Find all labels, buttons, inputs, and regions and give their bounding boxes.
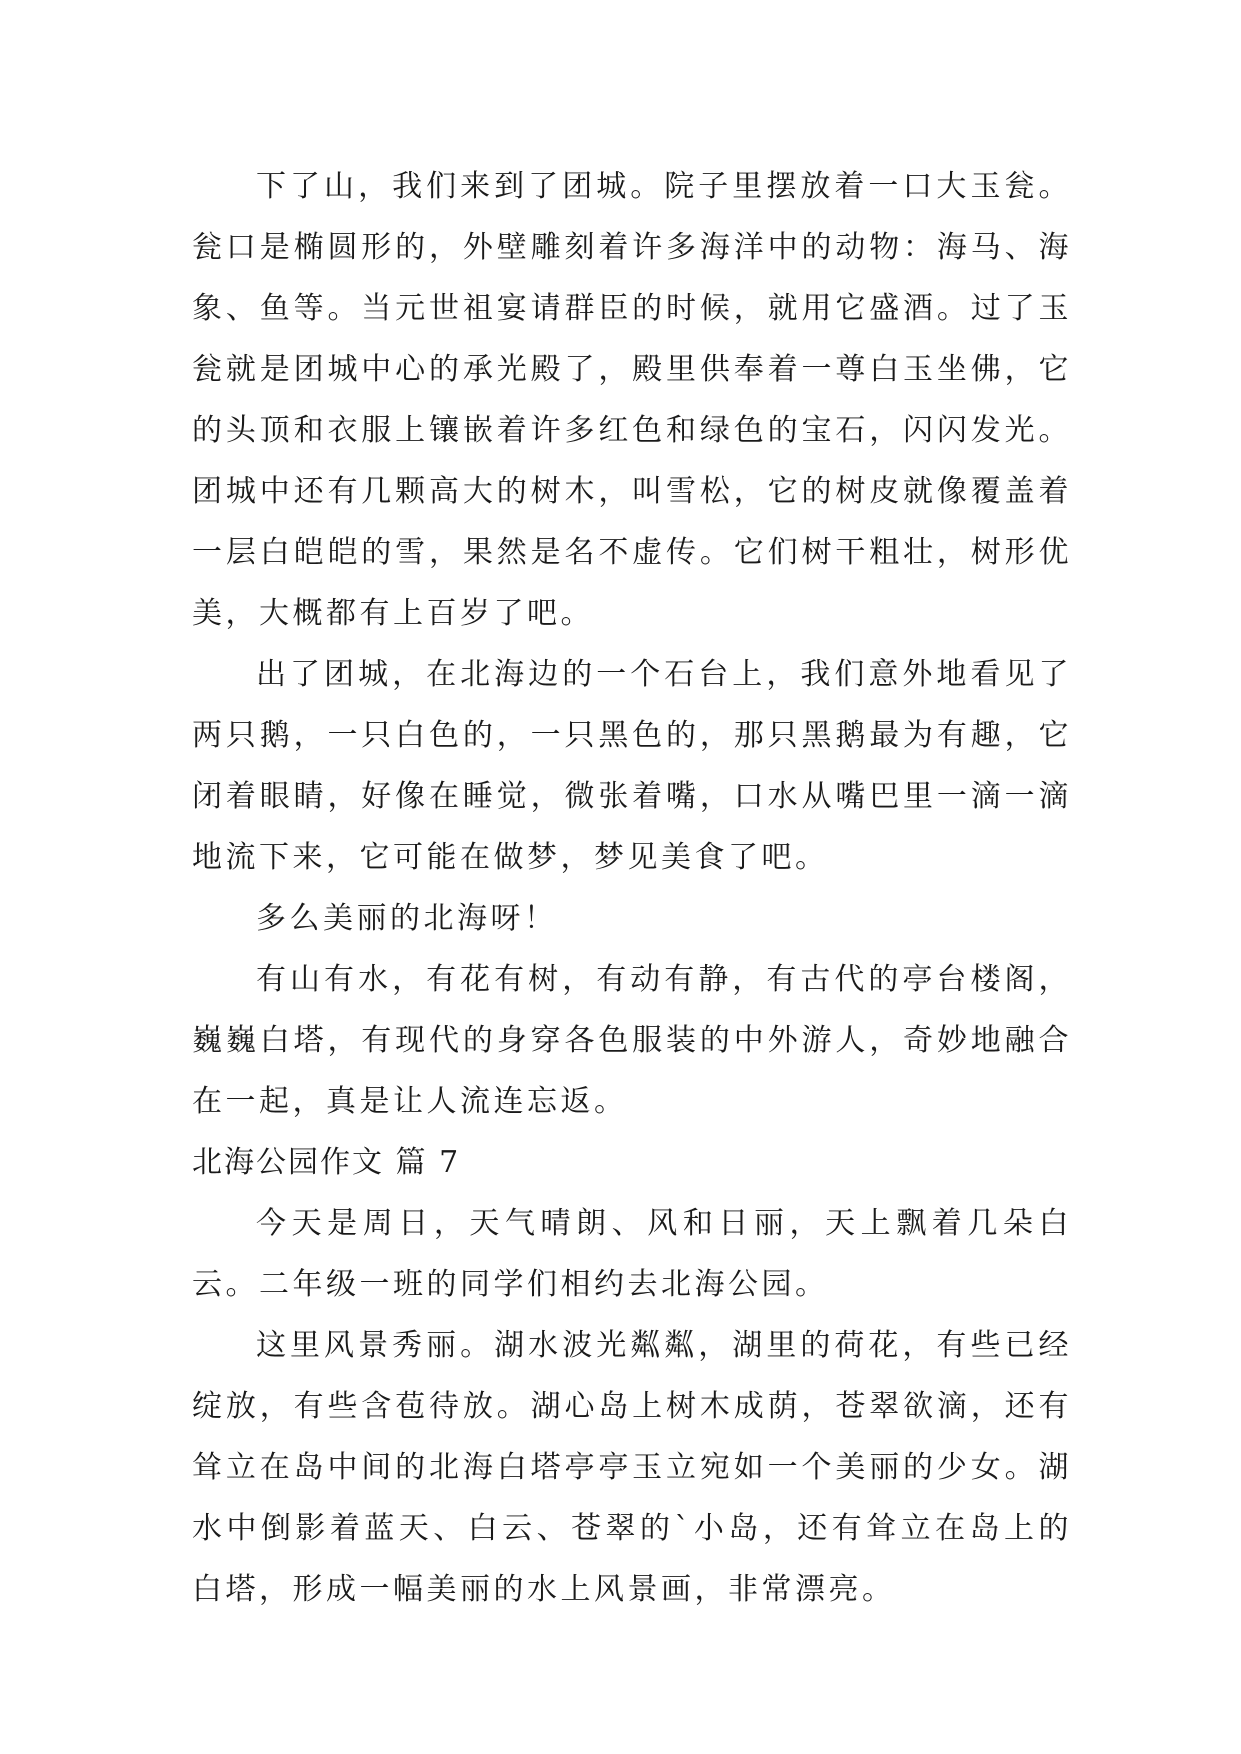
- paragraph-exclamation: 多么美丽的北海呀！: [256, 901, 558, 936]
- paragraph-sunday: 今天是周日，天气晴朗、风和日丽，天上飘着几朵白云。二年级一班的同学们相约去北海公园。: [192, 1206, 1072, 1302]
- paragraph-scenery: 这里风景秀丽。湖水波光粼粼，湖里的荷花，有些已经绽放，有些含苞待放。湖心岛上树木成荫，苍翠欲滴，还有耸立在岛中间的北海白塔亭亭玉立宛如一个美丽的少女。湖水中倒影着蓝天、白云、苍翠的`小岛，还有耸立在岛上的白塔，形成一幅美丽的水上风景画，非常漂亮。: [192, 1328, 1072, 1607]
- paragraph-summary: 有山有水，有花有树，有动有静，有古代的亭台楼阁，巍巍白塔，有现代的身穿各色服装的中外游人，奇妙地融合在一起，真是让人流连忘返。: [192, 962, 1072, 1119]
- paragraph-tuancheng: 下了山，我们来到了团城。院子里摆放着一口大玉瓮。瓮口是椭圆形的，外壁雕刻着许多海洋中的动物：海马、海象、鱼等。当元世祖宴请群臣的时候，就用它盛酒。过了玉瓮就是团城中心的承光殿了，殿里供奉着一尊白玉坐佛，它的头顶和衣服上镶嵌着许多红色和绿色的宝石，闪闪发光。团城中还有几颗高大的树木，叫雪松，它的树皮就像覆盖着一层白皑皑的雪，果然是名不虚传。它们树干粗壮，树形优美，大概都有上百岁了吧。: [192, 169, 1072, 631]
- section-title: 北海公园作文 篇 7: [192, 1145, 461, 1180]
- paragraph-geese: 出了团城，在北海边的一个石台上，我们意外地看见了两只鹅，一只白色的，一只黑色的，那只黑鹅最为有趣，它闭着眼睛，好像在睡觉，微张着嘴，口水从嘴巴里一滴一滴地流下来，它可能在做梦，梦见美食了吧。: [192, 657, 1072, 875]
- document-page: [192, 156, 1072, 1620]
